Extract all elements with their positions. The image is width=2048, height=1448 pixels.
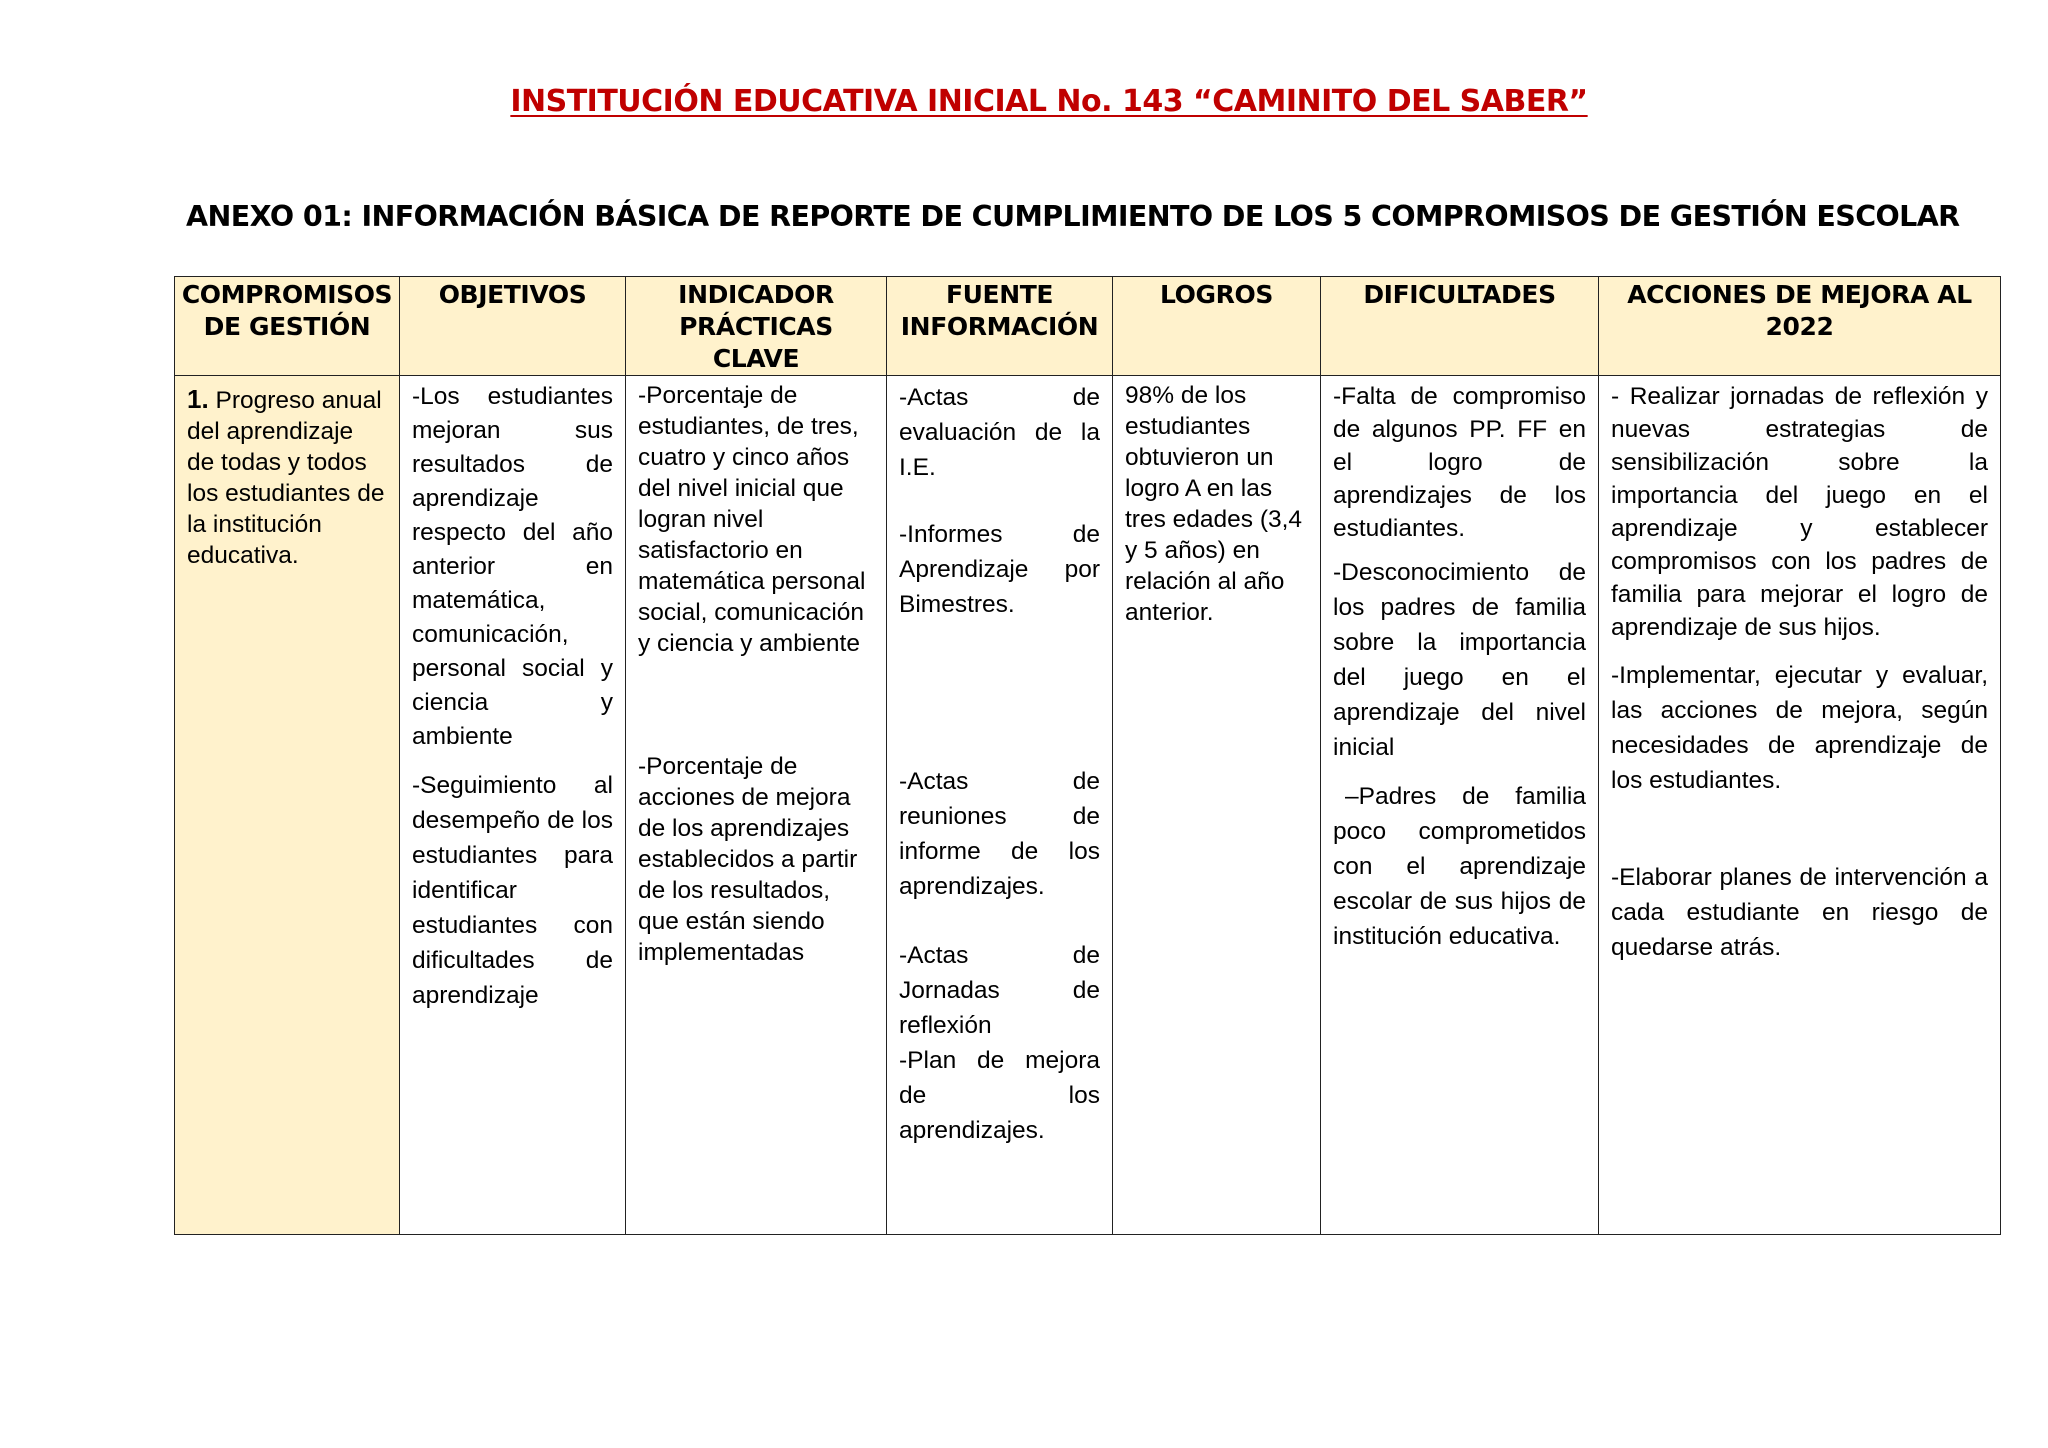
- cell-indicadores: [626, 376, 887, 1235]
- compromiso-text: Progreso anual del aprendizaje de todas y todos los estudiantes de la institución educativa.: [187, 387, 385, 569]
- cell-objetivos: [400, 376, 626, 1235]
- indicador-2: -Porcentaje de acciones de mejora de los aprendizajes establecidos a partir de los resultados, que están siendo implementadas: [638, 753, 858, 966]
- header-acciones: ACCIONES DE MEJORA AL 2022: [1599, 277, 2001, 376]
- cell-logros: [1113, 376, 1321, 1235]
- cell-compromiso: [175, 376, 400, 1235]
- header-indicador: INDICADOR PRÁCTICAS CLAVE: [626, 277, 887, 376]
- accion-3: -Elaborar planes de intervención a cada estudiante en riesgo de quedarse atrás.: [1611, 864, 1988, 961]
- dificultad-3: –Padres de familia poco comprometidos con el aprendizaje escolar de sus hijos de institución educativa.: [1333, 783, 1586, 950]
- header-fuente: FUENTE INFORMACIÓN: [887, 277, 1113, 376]
- fuente-4: -Actas de Jornadas de reflexión: [899, 942, 1100, 1039]
- cell-acciones: [1599, 376, 2001, 1235]
- compliance-table: [174, 276, 2001, 1235]
- header-objetivos: OBJETIVOS: [400, 277, 626, 376]
- fuente-3: -Actas de reuniones de informe de los aprendizajes.: [899, 768, 1100, 900]
- fuente-2: -Informes de Aprendizaje por Bimestres.: [899, 521, 1100, 618]
- table-row: [175, 376, 2001, 1235]
- fuente-5: -Plan de mejora de los aprendizajes.: [899, 1047, 1100, 1144]
- accion-2: -Implementar, ejecutar y evaluar, las acciones de mejora, según necesidades de aprendizaje de los estudiantes.: [1611, 662, 1988, 794]
- header-logros: LOGROS: [1113, 277, 1321, 376]
- dificultad-2: -Desconocimiento de los padres de familia sobre la importancia del juego en el aprendizaje del nivel inicial: [1333, 559, 1586, 761]
- objetivo-2: -Seguimiento al desempeño de los estudiantes para identificar estudiantes con dificultades de aprendizaje: [412, 772, 613, 1009]
- header-dificultades: DIFICULTADES: [1321, 277, 1599, 376]
- indicador-1: -Porcentaje de estudiantes, de tres, cuatro y cinco años del nivel inicial que logran nivel satisfactorio en matemática personal social, comunicación y ciencia y ambiente: [638, 382, 866, 657]
- fuente-1: -Actas de evaluación de la I.E.: [899, 384, 1100, 481]
- cell-dificultades: [1321, 376, 1599, 1235]
- cell-fuentes: [887, 376, 1113, 1235]
- table-header-row: [175, 277, 2001, 376]
- objetivo-1: -Los estudiantes mejoran sus resultados de aprendizaje respecto del año anterior en matemática, comunicación, personal social y ciencia y ambiente: [412, 383, 613, 750]
- compromiso-number: 1.: [187, 384, 209, 414]
- accion-1: - Realizar jornadas de reflexión y nuevas estrategias de sensibilización sobre la importancia del juego en el aprendizaje y establecer compromisos con los padres de familia para mejorar el logro de aprendizaje de sus hijos.: [1611, 383, 1988, 641]
- document-title: INSTITUCIÓN EDUCATIVA INICIAL No. 143 “CAMINITO DEL SABER”: [510, 84, 1588, 119]
- annex-heading: ANEXO 01: INFORMACIÓN BÁSICA DE REPORTE DE CUMPLIMIENTO DE LOS 5 COMPROMISOS DE GESTIÓN ESCOLAR: [186, 200, 1960, 233]
- logros-text: 98% de los estudiantes obtuvieron un logro A en las tres edades (3,4 y 5 años) en relación al año anterior.: [1125, 382, 1303, 626]
- dificultad-1: -Falta de compromiso de algunos PP. FF en el logro de aprendizajes de los estudiantes.: [1333, 383, 1586, 542]
- header-compromisos: COMPROMISOS DE GESTIÓN: [175, 277, 400, 376]
